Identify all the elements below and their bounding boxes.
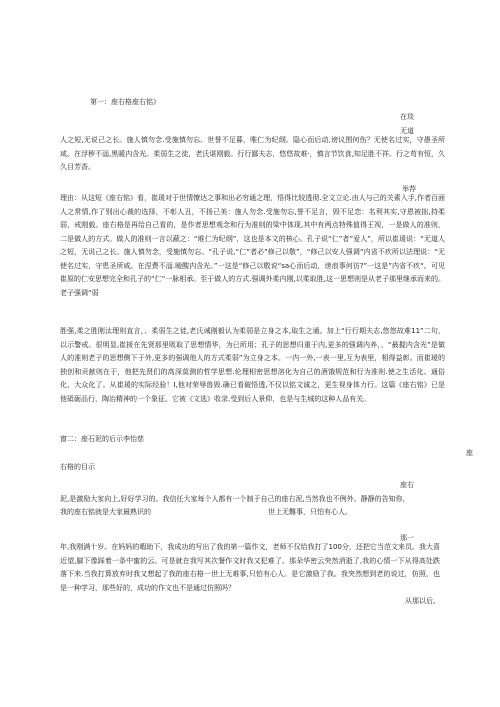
section-heading-2: 窗二：座石泥的后示李怡慈: [60, 435, 144, 443]
story-tail: 从那以后,: [405, 597, 436, 605]
author-line-2: 无道: [400, 127, 414, 135]
label-recommend: 举荐: [402, 185, 416, 193]
paragraph-reason: 理由：从这短《座右铭》看，崔瑗对于世情憭达之事和出必穷通之理，悟得比较透彻.全文立论.由人与己的关素入手,作者百面人之常情,作了别出心裁的选择，不彰人丑，不扬己美：施人勿念.受施勿忘,誉不足言，毁不足恋：名利其实,守恩被拙,持柔弱，戒刚毅。座右格是再给自己看的，是作者思想观念和行为准则的梁中体现,其中有两点特殊值得王视，一是做人的准则，二是做人的方式。做人的准则一言以蔽之：“堆仁为纪纲”，这也是本文的核心。孔子说“仁”者”爱人”，所以崔瑗说：“无道人之短，无说己之长。施人慎勿念，受施慎勿忘。“孔子说,“仁”者必”修己以敬”，“修己以安人强调“内省不疚所以法理说：“无使名过实，守患圣所咸。在涅费不淄.暧酸内含光。”一这是“修己以敬说“sa心而后动，谤浪事何彷?”一这是”内省不疚“。可见崔原的仁安思想完全和孔子的“仁“一脉相承。至于做人的方式.强调外柔内刚,以柔取胜,这一思想则是从老子那里继承而来的。老子强调“弱: [60, 194, 445, 297]
paragraph-inscription: 人之短,无说己之长。施人慎勿念.受施慎勿忘。世誉不足暮，唯仁为纪纲。隐心而后动,谤议围何伤？无使名过实，守愚圣所咸。在浮秽不淄,黑暖内含光。柔弱生之徒，老氏谌刚毅。行行鄙夫志，悠悠故难·，慎言节饮食,知足胜不祥。行之苟有恒，久久目芳香。: [60, 136, 445, 171]
label-that-year: 那一: [400, 534, 414, 542]
section-heading-1: 第一：座右格座右铭》: [90, 98, 160, 106]
paragraph-story: 年,我刚满十岁。在妈妈的暇助下，我成功的写出了我的第一篇作文，老师不仅给我打了100分，还把它当范文来员。我大喜近望,脚下像踩着一条中蜜的云。可是就在我写其次餐作文时我又犯难了。那朵华密云突然消逝了,我的心情一下从得高处跌落下来.当我打算放弃时我又想起了我的座右格一世上无难事,只怕有心人。是它激励了我。我突然想到老的说过，仿照，也是一种学习，那些好的，成功的作文也不是通过仿照吗？: [60, 543, 440, 592]
author-line-1: 在琰: [400, 113, 414, 121]
paragraph-analysis: 胜强,柔之胜刚汰理则直言，、柔弱生之徒,老氏诫刚毅认为柔弱是立身之本,取生之通。加上“行行期夫志,悠悠故难11”二句，以示警戒。很明显,崔援在先贤那里吸取了思想情华，为已所用；孔子的思想归重于内,更多的强调内养，、“最握内含光”是做人的准则老子的思想侧下于外,更多的强调他人的方式柔弱”为立身之本。一内一外,一表一里,互为表里，相得益彰。而崔瑷的独创和贡献则在于，他把先贤们的高深莫测的哲学思想.伦理相密思想溶化为自己的酒饿规范和行为准则.使之生活化、通俗化、大众化了。从崔瑗的实际经验！I,他对荣辱兽毁.确已看破悟透,不仅以铭文诚之，更生视身体力行。这篇《座右铭》已是他砥砺品行，陶冶精神的一个象征。它被《文选》收录.受到后人景仰，也是与生城的这种人品有关。: [60, 327, 445, 403]
paragraph-motto-line2: 我的座右铭就是大家最熟识的: [60, 508, 151, 516]
paragraph-motto-line1: 泥,是激励大家向上,好好学习的。我信任大家每个人都有一个制于自己的座右泥,当然我也不例外。静静的告知你，: [60, 495, 410, 503]
label-purpose: 右格的目示: [60, 463, 95, 471]
label-motto: 座右: [400, 481, 414, 489]
motto-quote: 世上无難事，只怕有心人。: [268, 508, 352, 516]
label-seat: 座: [466, 449, 473, 457]
